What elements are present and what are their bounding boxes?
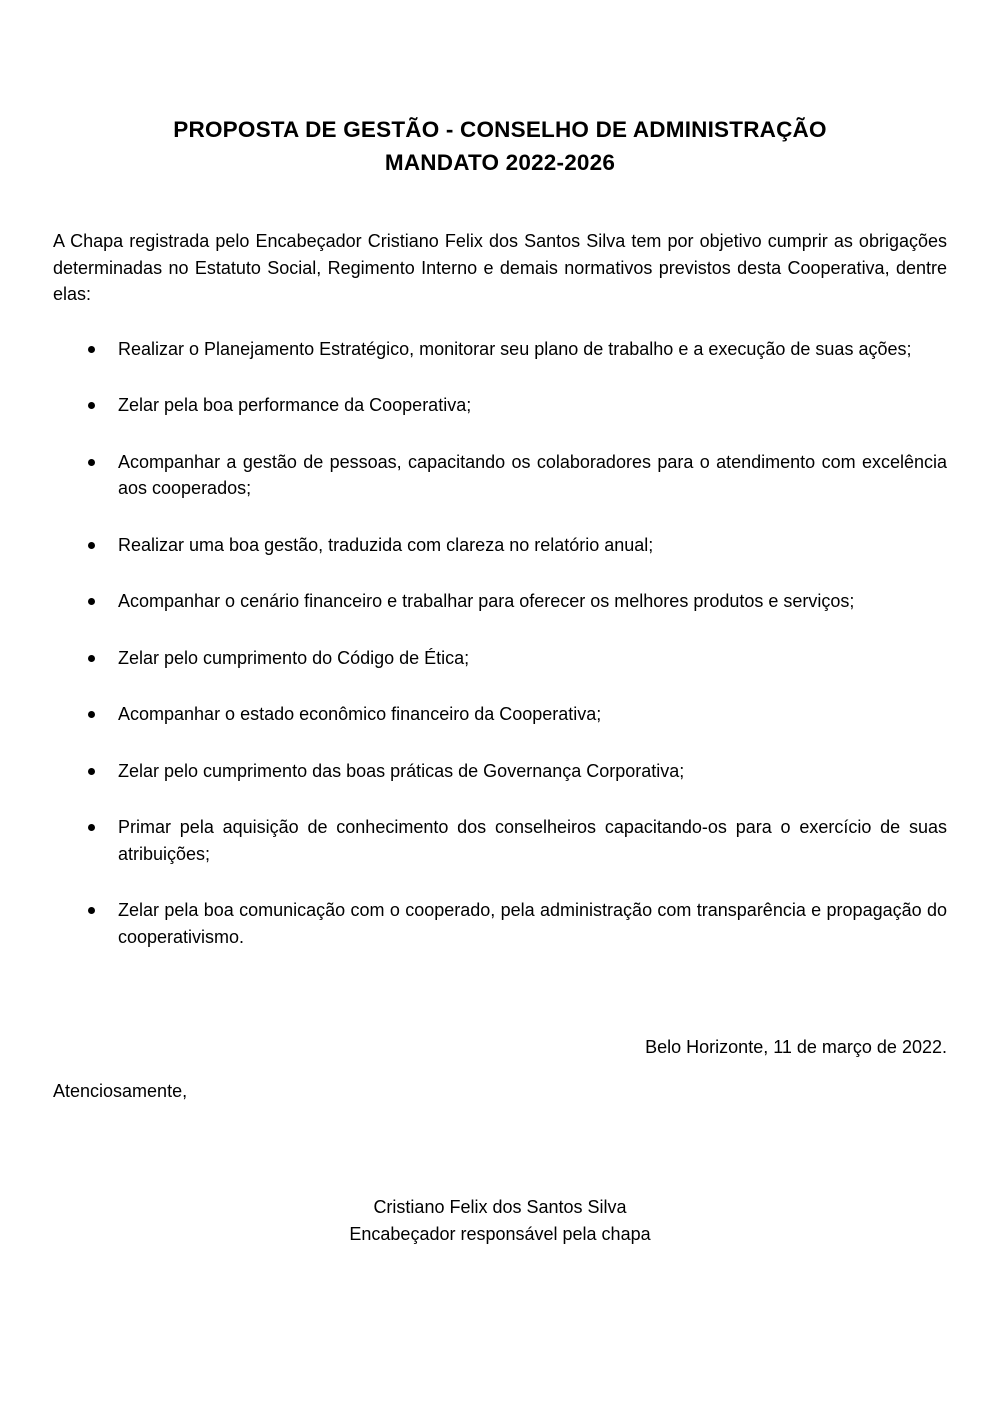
bullet-item-text: Realizar o Planejamento Estratégico, monitorar seu plano de trabalho e a execução de suas ações; xyxy=(118,338,912,359)
bullet-item xyxy=(118,758,947,785)
intro-paragraph: A Chapa registrada pelo Encabeçador Cristiano Felix dos Santos Silva tem por objetivo cumprir as obrigações determinadas no Estatuto Social, Regimento Interno e demais normativos previstos desta Cooperativa, dentre elas: xyxy=(53,231,947,304)
bullet-item xyxy=(118,532,947,559)
closing-line: Atenciosamente, xyxy=(53,1080,188,1101)
bullet-list xyxy=(118,336,947,951)
bullet-item-text: Zelar pela boa performance da Cooperativa; xyxy=(118,395,472,415)
signature-role: Encabeçador responsável pela chapa xyxy=(349,1223,651,1244)
bullet-item-text: Acompanhar o cenário financeiro e trabalhar para oferecer os melhores produtos e serviços; xyxy=(118,591,855,611)
bullet-item xyxy=(118,588,947,615)
bullet-dot-icon xyxy=(88,907,95,914)
bullet-item xyxy=(118,449,947,502)
bullet-item-text: Zelar pelo cumprimento das boas práticas de Governança Corporativa; xyxy=(118,760,685,781)
signature-name: Cristiano Felix dos Santos Silva xyxy=(373,1197,627,1217)
title-line-2: MANDATO 2022-2026 xyxy=(384,150,616,175)
bullet-item xyxy=(118,336,947,363)
bullet-item-text: Primar pela aquisição de conhecimento dos conselheiros capacitando-os para o exercício de suas atribuições; xyxy=(118,817,947,864)
title-line-1: PROPOSTA DE GESTÃO - CONSELHO DE ADMINISTRAÇÃO xyxy=(173,117,827,142)
bullet-dot-icon xyxy=(88,459,95,466)
bullet-dot-icon xyxy=(88,542,95,549)
bullet-dot-icon xyxy=(88,711,95,718)
bullet-dot-icon xyxy=(88,655,95,662)
bullet-dot-icon xyxy=(88,768,95,775)
bullet-item xyxy=(118,897,947,950)
document-title xyxy=(53,113,947,179)
bullet-dot-icon xyxy=(88,402,95,409)
bullet-item xyxy=(118,814,947,867)
bullet-item-text: Zelar pelo cumprimento do Código de Ética; xyxy=(118,647,470,668)
bullet-item-text: Acompanhar a gestão de pessoas, capacitando os colaboradores para o atendimento com excelência aos cooperados; xyxy=(118,451,947,498)
bullet-item-text: Acompanhar o estado econômico financeiro da Cooperativa; xyxy=(118,704,602,724)
bullet-dot-icon xyxy=(88,346,95,353)
bullet-item xyxy=(118,392,947,419)
signature-block xyxy=(53,1194,947,1247)
date-line: Belo Horizonte, 11 de março de 2022. xyxy=(645,1037,947,1057)
bullet-dot-icon xyxy=(88,824,95,831)
bullet-item-text: Zelar pela boa comunicação com o cooperado, pela administração com transparência e propagação do cooperativismo. xyxy=(118,900,947,947)
bullet-item xyxy=(118,645,947,672)
bullet-dot-icon xyxy=(88,598,95,605)
bullet-item-text: Realizar uma boa gestão, traduzida com clareza no relatório anual; xyxy=(118,534,654,555)
bullet-item xyxy=(118,701,947,728)
